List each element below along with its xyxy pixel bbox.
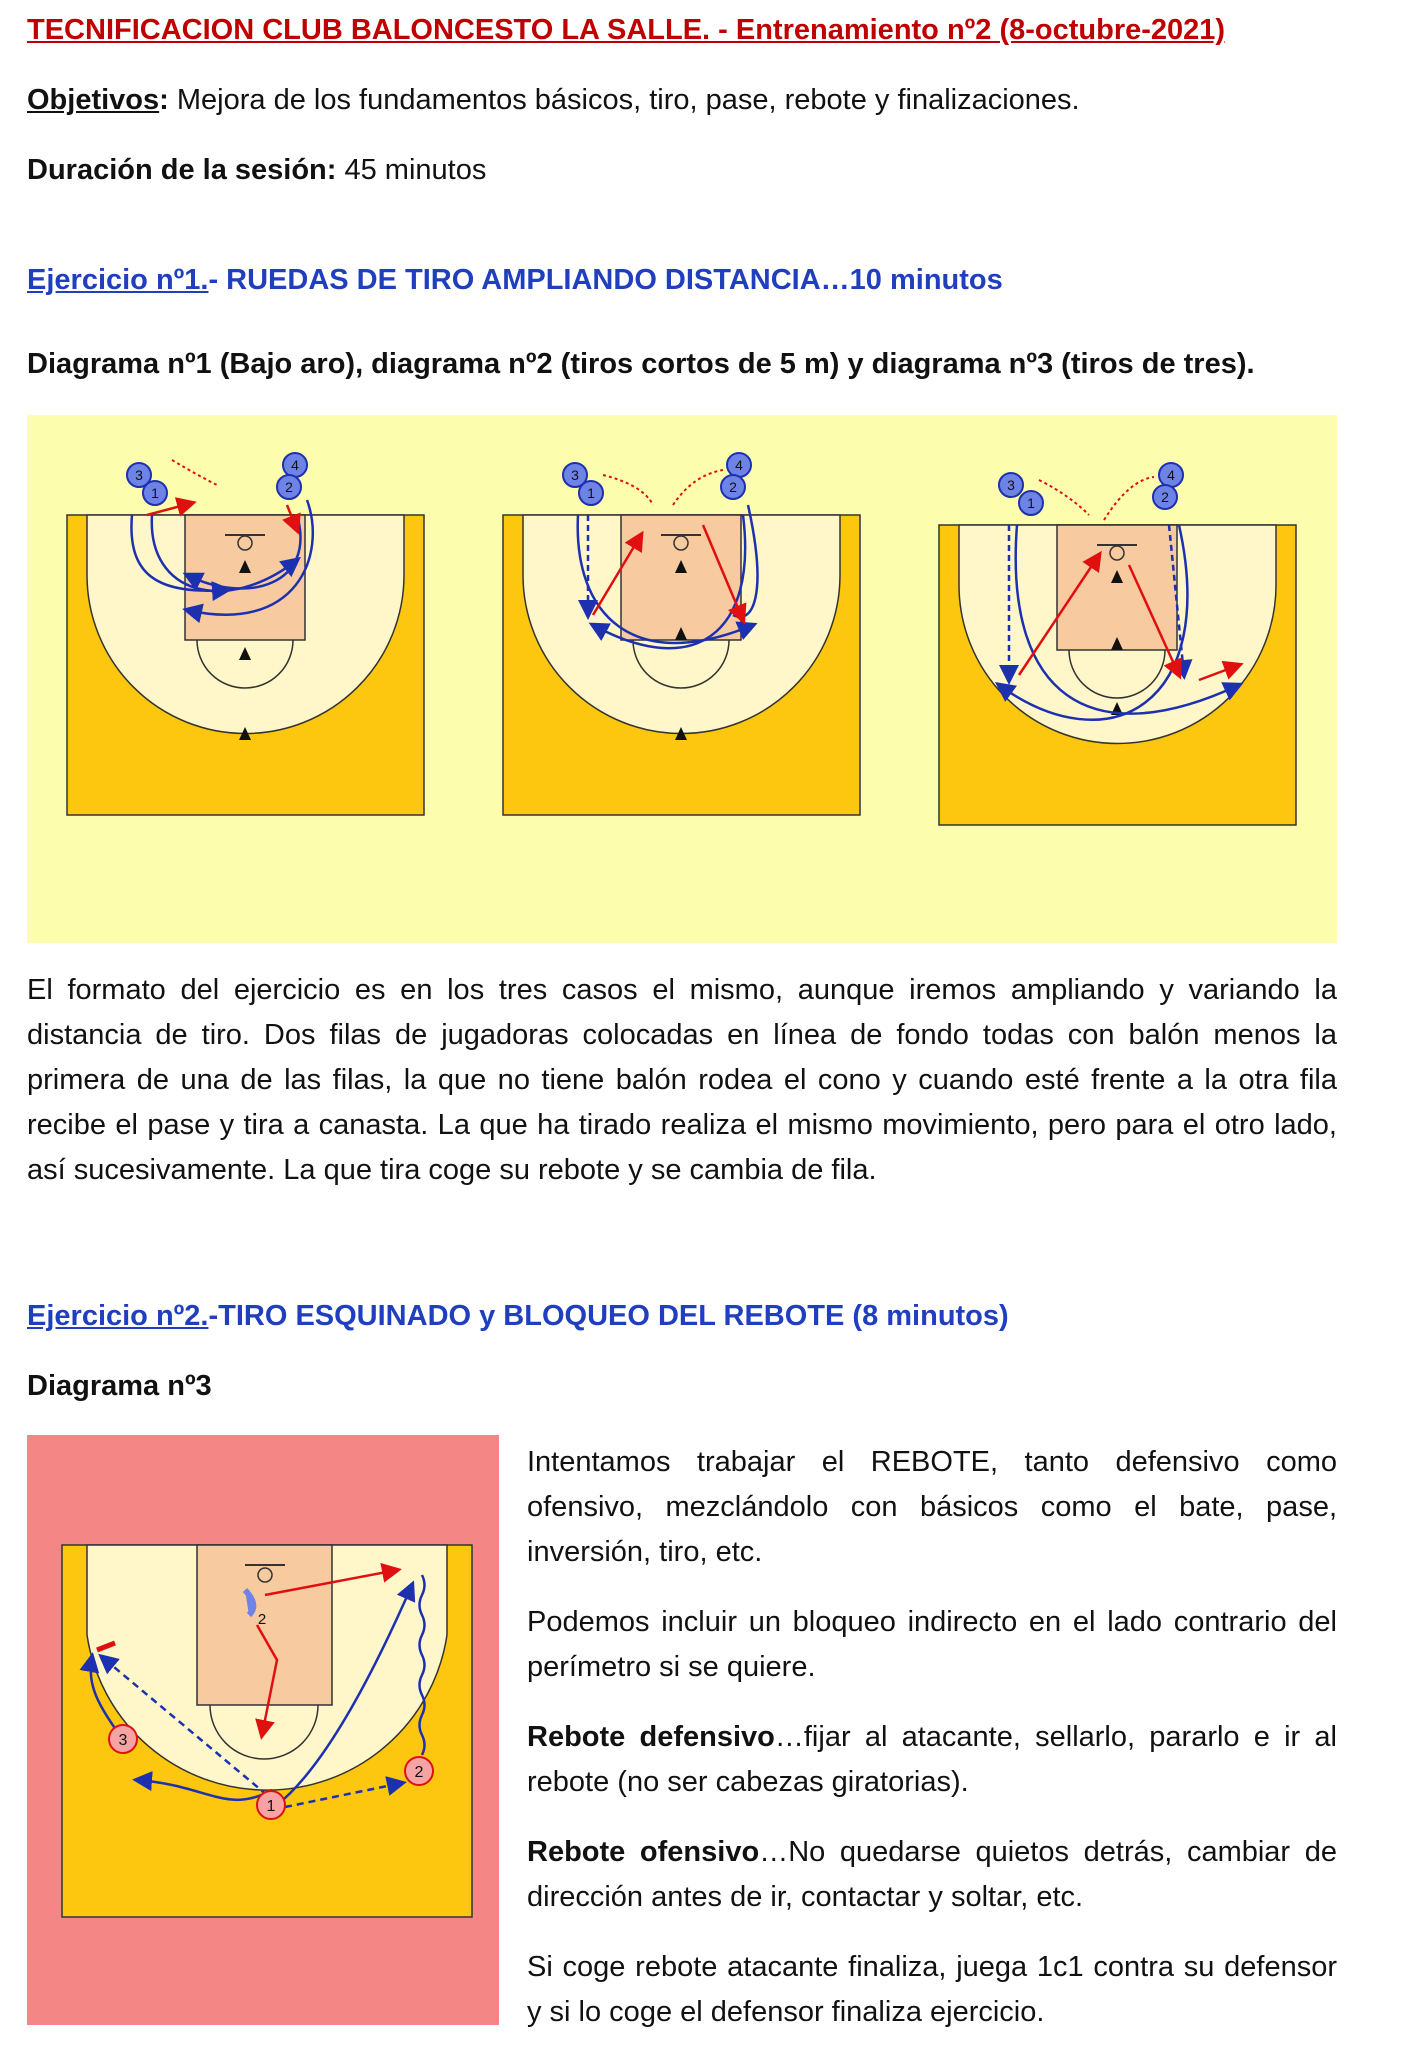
exercise-2-diagram-caption: Diagrama nº3: [27, 1370, 212, 1402]
player-1-label: 1: [151, 485, 159, 501]
objetivos-label: Objetivos: [27, 84, 160, 116]
exercise-2-paragraph-1: Intentamos trabajar el REBOTE, tanto defensivo como ofensivo, mezclándolo con básicos como el bate, pase, inversión, tiro, etc.: [527, 1446, 1337, 1568]
player-4-label: 4: [735, 457, 743, 473]
exercise-2-paragraph-3: [527, 1715, 1337, 1805]
duracion-text: 45 minutos: [336, 154, 487, 186]
exercise-2-label: Ejercicio nº2.: [27, 1300, 209, 1332]
page-title: TECNIFICACION CLUB BALONCESTO LA SALLE. - Entrenamiento nº2 (8-octubre-2021): [27, 14, 1226, 46]
player-1-label: 1: [266, 1798, 276, 1815]
players-court-3: [999, 463, 1183, 520]
exercise-2-diagram: [27, 1435, 499, 2025]
player-2-label: 2: [414, 1764, 424, 1781]
players-court-1: [127, 453, 307, 505]
rebote-ofensivo-label: Rebote ofensivo: [527, 1836, 760, 1868]
player-2-label: 2: [1161, 489, 1169, 505]
player-3-label: 3: [118, 1732, 128, 1749]
exercise-2-paragraph-2: Podemos incluir un bloqueo indirecto en el lado contrario del perímetro si se quiere.: [527, 1606, 1337, 1683]
player-3-label: 3: [135, 467, 143, 483]
court-diagram-2: [503, 505, 860, 815]
court-diagram-3: [939, 525, 1296, 825]
exercise-2-heading: [27, 1300, 1009, 1333]
player-4-label: 4: [1167, 467, 1175, 483]
exercise-2-paragraph-4: [527, 1830, 1337, 1920]
rebote-defensivo-label: Rebote defensivo: [527, 1721, 775, 1753]
exercise-2-paragraph-5: Si coge rebote atacante finaliza, juega 1c1 contra su defensor y si lo coge el defensor finaliza ejercicio.: [527, 1951, 1337, 2028]
exercise-2-title: -TIRO ESQUINADO y BLOQUEO DEL REBOTE (8 minutos): [208, 1300, 1009, 1332]
rebote-defensivo-text: …fijar al atacante, sellarlo, pararlo e ir al rebote (no ser cabezas giratorias).: [527, 1721, 1337, 1798]
player-4-label: 4: [291, 457, 299, 473]
objetivos-text: Mejora de los fundamentos básicos, tiro, pase, rebote y finalizaciones.: [168, 84, 1080, 116]
court-diagram-1: [67, 460, 424, 815]
defender-2-label: 2: [257, 1611, 267, 1628]
player-1-label: 1: [587, 485, 595, 501]
player-1-label: 1: [1027, 495, 1035, 511]
player-2-label: 2: [285, 479, 293, 495]
players-court-2: [563, 453, 751, 505]
exercise-1-description: El formato del ejercicio es en los tres casos el mismo, aunque iremos ampliando y variando la distancia de tiro. Dos filas de jugadoras colocadas en línea de fondo todas con balón menos la primera de una de las filas, la que no tiene balón rodea el cono y cuando esté frente a la otra fila recibe el pase y tira a canasta. La que ha tirado realiza el mismo movimiento, pero para el otro lado, así sucesivamente. La que tira coge su rebote y se cambia de fila.: [27, 974, 1337, 1186]
exercise-1-diagrams: [27, 415, 1337, 943]
exercise-1-title: - RUEDAS DE TIRO AMPLIANDO DISTANCIA…10 minutos: [208, 264, 1003, 296]
player-2-label: 2: [729, 479, 737, 495]
exercise-1-diagram-panel: [27, 415, 1337, 943]
exercise-1-diagrams-caption: Diagrama nº1 (Bajo aro), diagrama nº2 (tiros cortos de 5 m) y diagrama nº3 (tiros de tres).: [27, 348, 1255, 380]
exercise-1-heading: [27, 264, 1003, 297]
duracion-label: Duración de la sesión:: [27, 154, 337, 186]
rebote-ofensivo-text: …No quedarse quietos detrás, cambiar de dirección antes de ir, contactar y soltar, etc.: [527, 1836, 1337, 1913]
exercise-2-diagram-panel: [27, 1435, 499, 2025]
objetivos-line: Objetivos: Mejora de los fundamentos básicos, tiro, pase, rebote y finalizaciones.: [27, 84, 1080, 116]
exercise-2-text: [527, 1440, 1337, 2035]
exercise-1-label: Ejercicio nº1.: [27, 264, 209, 296]
duracion-line: [27, 154, 486, 187]
player-3-label: 3: [1007, 477, 1015, 493]
player-3-label: 3: [571, 467, 579, 483]
